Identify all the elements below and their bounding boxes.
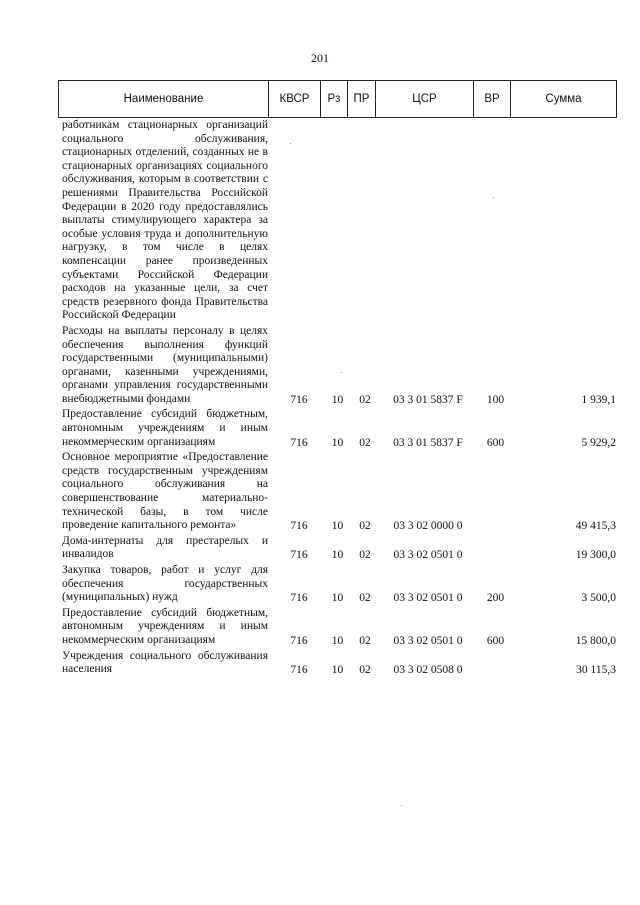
table-header xyxy=(58,80,617,118)
row-sum: 3 500,0 xyxy=(581,592,616,605)
column-header-name: Наименование xyxy=(59,81,269,118)
column-header-kvsr: КВСР xyxy=(269,81,321,118)
table-row xyxy=(58,451,616,533)
column-header-csr: ЦСР xyxy=(376,81,474,118)
row-rz: 10 xyxy=(331,520,344,533)
column-header-pr: ПР xyxy=(348,81,376,118)
row-vr: 200 xyxy=(486,592,505,605)
row-sum: 15 800,0 xyxy=(575,634,616,647)
row-vr: 600 xyxy=(486,634,505,647)
row-csr: 03 3 01 5837 F xyxy=(393,393,463,406)
row-rz: 10 xyxy=(331,549,344,562)
table-row xyxy=(58,564,616,605)
row-kvsr: 716 xyxy=(290,436,308,449)
column-header-vr: ВР xyxy=(474,81,511,118)
row-rz: 10 xyxy=(331,664,344,677)
row-rz: 10 xyxy=(331,634,344,647)
row-rz: 10 xyxy=(331,436,344,449)
row-name: Закупка товаров, работ и услуг для обеспечения государственных (муниципальных) нужд xyxy=(62,564,268,604)
row-sum: 1 939,1 xyxy=(581,393,616,406)
table-row xyxy=(58,650,616,677)
row-rz: 10 xyxy=(331,393,344,406)
table-row xyxy=(58,607,616,648)
row-kvsr: 716 xyxy=(290,664,308,677)
row-kvsr: 716 xyxy=(290,393,308,406)
row-kvsr: 716 xyxy=(290,592,308,605)
row-sum: 5 929,2 xyxy=(581,436,616,449)
row-pr: 02 xyxy=(359,549,371,562)
row-pr: 02 xyxy=(359,634,371,647)
row-sum: 30 115,3 xyxy=(576,664,616,677)
row-sum: 19 300,0 xyxy=(575,549,616,562)
row-name: работникам стационарных организаций социального обслуживания, стационарных отделений, созданных не в стационарных организациях социального обслуживания, которым в соответствии с решениями Правительства Российской Федерации в 2020 году предоставлялись выплаты стимулирующего характера за особые условия труда и дополнительную нагрузку, в том числе в целях компенсации ранее произведенных субъектами Российской Федерации расходов на указанные цели, за счет средств резервного фонда Правительства Российской Федерации xyxy=(62,119,268,322)
column-header-sum: Сумма xyxy=(511,81,617,118)
row-csr: 03 3 02 0508 0 xyxy=(393,664,463,677)
row-kvsr: 716 xyxy=(290,634,308,647)
table-row xyxy=(58,325,616,407)
table-row xyxy=(58,119,616,323)
row-name: Расходы на выплаты персоналу в целях обеспечения выполнения функций государственными (муниципальными) органами, казенными учреждениями, органами управления государственными внебюджетными фондами xyxy=(62,324,268,405)
table-body xyxy=(58,119,616,677)
row-rz: 10 xyxy=(331,592,344,605)
table-row xyxy=(58,535,616,562)
row-pr: 02 xyxy=(359,520,371,533)
row-kvsr: 716 xyxy=(290,520,308,533)
row-sum: 49 415,3 xyxy=(575,520,616,533)
row-csr: 03 3 02 0501 0 xyxy=(393,549,463,562)
page-number: 201 xyxy=(311,51,329,65)
row-pr: 02 xyxy=(359,393,371,406)
row-pr: 02 xyxy=(359,592,371,605)
row-kvsr: 716 xyxy=(290,549,308,562)
row-csr: 03 3 02 0501 0 xyxy=(393,634,463,647)
row-vr: 100 xyxy=(486,393,505,406)
row-csr: 03 3 02 0501 0 xyxy=(393,592,463,605)
row-vr: 600 xyxy=(486,436,505,449)
row-csr: 03 3 01 5837 F xyxy=(393,436,463,449)
row-csr: 03 3 02 0000 0 xyxy=(393,520,463,533)
row-name: Основное мероприятие «Предоставление средств государственным учреждениям социального обслуживания на совершенствование материально-технической базы, в том числе проведение капитального ремонта» xyxy=(62,451,268,532)
row-name: Учреждения социального обслуживания населения xyxy=(62,649,268,676)
column-header-rz: Рз xyxy=(321,81,348,118)
row-name: Предоставление субсидий бюджетным, автономным учреждениям и иным некоммерческим организациям xyxy=(62,606,268,646)
row-name: Дома-интернаты для престарелых и инвалидов xyxy=(62,534,268,561)
row-pr: 02 xyxy=(359,664,371,677)
table-row xyxy=(58,408,616,449)
row-name: Предоставление субсидий бюджетным, автономным учреждениям и иным некоммерческим организациям xyxy=(62,408,268,448)
row-pr: 02 xyxy=(359,436,371,449)
